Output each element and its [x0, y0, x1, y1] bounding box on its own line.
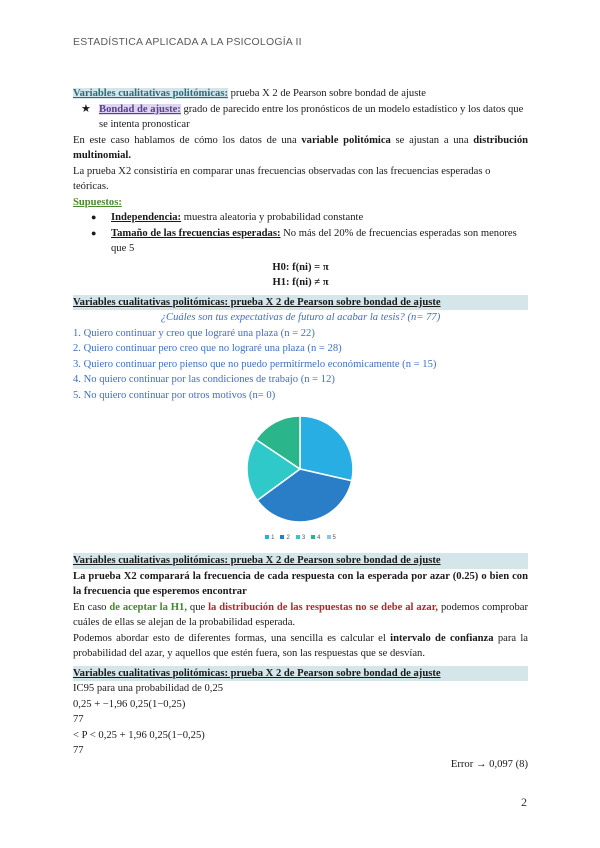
assumption-2-label: Tamaño de las frecuencias esperadas:	[111, 227, 281, 239]
page-content	[73, 82, 528, 772]
definition-item	[81, 102, 528, 133]
intro-paragraph-2: La prueba X2 consistiría en comparar unas frecuencias observadas con las frecuencias esperadas o teóricas.	[73, 165, 491, 192]
assumption-1-label: Independencia:	[111, 212, 182, 223]
legend-item-5	[327, 535, 336, 541]
pie-chart	[73, 409, 528, 549]
legend-item-1	[265, 535, 274, 541]
bullet-icon: ●	[91, 212, 97, 222]
survey-question: ¿Cuáles son tus expectativas de futuro al acabar la tesis? (n= 77)	[160, 312, 441, 323]
section-4-title: Variables cualitativas politómicas: prueba X 2 de Pearson sobre bondad de ajuste	[73, 666, 528, 682]
definition-label: Bondad de ajuste:	[99, 103, 181, 115]
definition-text: grado de parecido entre los pronósticos de un modelo estadístico y los datos que se intenta pronosticar	[99, 103, 524, 130]
s3-p1-e: podemos comprobar cuáles de ellas se alejan de la probabilidad esperada.	[73, 601, 529, 628]
ic-line-2: 0,25 + −1,96 0,25(1−0,25)	[73, 698, 186, 710]
hypothesis-h1: H1: f(ni) ≠ π	[272, 277, 329, 288]
section-3-title: Variables cualitativas politómicas: prueba X 2 de Pearson sobre bondad de ajuste	[73, 553, 528, 569]
assumptions-heading: Supuestos:	[73, 196, 122, 208]
assumption-1-text: muestra aleatoria y probabilidad constante	[181, 212, 364, 223]
s3-p2-b: intervalo de confianza	[390, 632, 494, 644]
legend-label-2: 2	[286, 535, 290, 541]
intro-heading-line	[73, 86, 528, 102]
hypothesis-h0: H0: f(ni) = π	[272, 261, 329, 273]
section-2-title: Variables cualitativas politómicas: prueba X 2 de Pearson sobre bondad de ajuste	[73, 295, 528, 311]
intro-paragraph-1	[73, 133, 528, 164]
ic-line-5: 77	[73, 745, 84, 756]
legend-item-4	[311, 535, 320, 541]
section-3-paragraph-1	[73, 600, 528, 631]
bullet-icon: ●	[91, 227, 97, 238]
ic-line-1: IC95 para una probabilidad de 0,25	[73, 683, 224, 694]
page-number: 2	[521, 795, 527, 809]
survey-option-2: 2. Quiero continuar pero creo que no lograré una plaza (n = 28)	[73, 343, 342, 354]
legend-swatch-4	[311, 535, 315, 539]
s3-p2-a: Podemos abordar esto de diferentes formas, una sencilla es calcular el	[73, 632, 391, 644]
ic-line-3: 77	[73, 714, 84, 725]
survey-option-3: 3. Quiero continuar pero pienso que no puedo permitírmelo económicamente (n = 15)	[73, 358, 437, 370]
survey-option-4: 4. No quiero continuar por las condiciones de trabajo (n = 12)	[73, 374, 335, 385]
intro-p1-c: se ajustan a una	[390, 134, 474, 146]
legend-label-5: 5	[332, 535, 336, 541]
legend-label-3: 3	[301, 535, 306, 541]
assumption-item-1	[91, 210, 528, 226]
legend-label-4: 4	[317, 535, 321, 541]
legend-item-3	[296, 535, 305, 541]
error-value: Error → 0,097 (8)	[450, 758, 528, 770]
intro-heading-rest: prueba X 2 de Pearson sobre bondad de ajuste	[227, 88, 426, 99]
survey-option-5: 5. No quiero continuar por otros motivos (n= 0)	[73, 389, 276, 401]
star-icon: ★	[81, 102, 91, 115]
legend-swatch-3	[296, 535, 300, 539]
section-3-bold-paragraph: La prueba X2 comparará la frecuencia de cada respuesta con la esperada por azar (0.25) o bien con la frecuencia que esperemos encontrar	[73, 570, 528, 597]
s3-p2-c: para la probabilidad del azar, y aquellos que estén fuera, son las respuestas que se desvían.	[73, 632, 529, 659]
legend-label-1: 1	[271, 535, 275, 541]
pie-legend	[73, 531, 528, 547]
s3-p1-c: que	[187, 601, 209, 613]
assumption-item-2	[91, 226, 528, 257]
page-header: ESTADÍSTICA APLICADA A LA PSICOLOGÍA II	[73, 36, 302, 48]
s3-p1-b: de aceptar la H1,	[109, 601, 187, 613]
pie-chart-svg	[73, 409, 528, 531]
s3-p1-d: la distribución de las respuestas no se debe al azar,	[208, 601, 439, 613]
ic-line-4: < P < 0,25 + 1,96 0,25(1−0,25)	[73, 729, 205, 741]
intro-p1-b: variable politómica	[301, 134, 391, 146]
legend-swatch-2	[280, 535, 284, 539]
s3-p1-a: En caso	[73, 601, 110, 613]
section-3-paragraph-2	[73, 631, 528, 662]
intro-p1-a: En este caso hablamos de cómo los datos de una	[73, 134, 302, 146]
legend-swatch-1	[265, 535, 269, 539]
intro-p1-d: distribución multinomial.	[73, 134, 529, 161]
intro-heading: Variables cualitativas politómicas:	[73, 88, 228, 99]
legend-swatch-5	[327, 535, 331, 539]
survey-option-1: 1. Quiero continuar y creo que lograré una plaza (n = 22)	[73, 327, 315, 339]
legend-item-2	[280, 535, 289, 541]
assumption-2-text: No más del 20% de frecuencias esperadas son menores que 5	[111, 227, 517, 254]
